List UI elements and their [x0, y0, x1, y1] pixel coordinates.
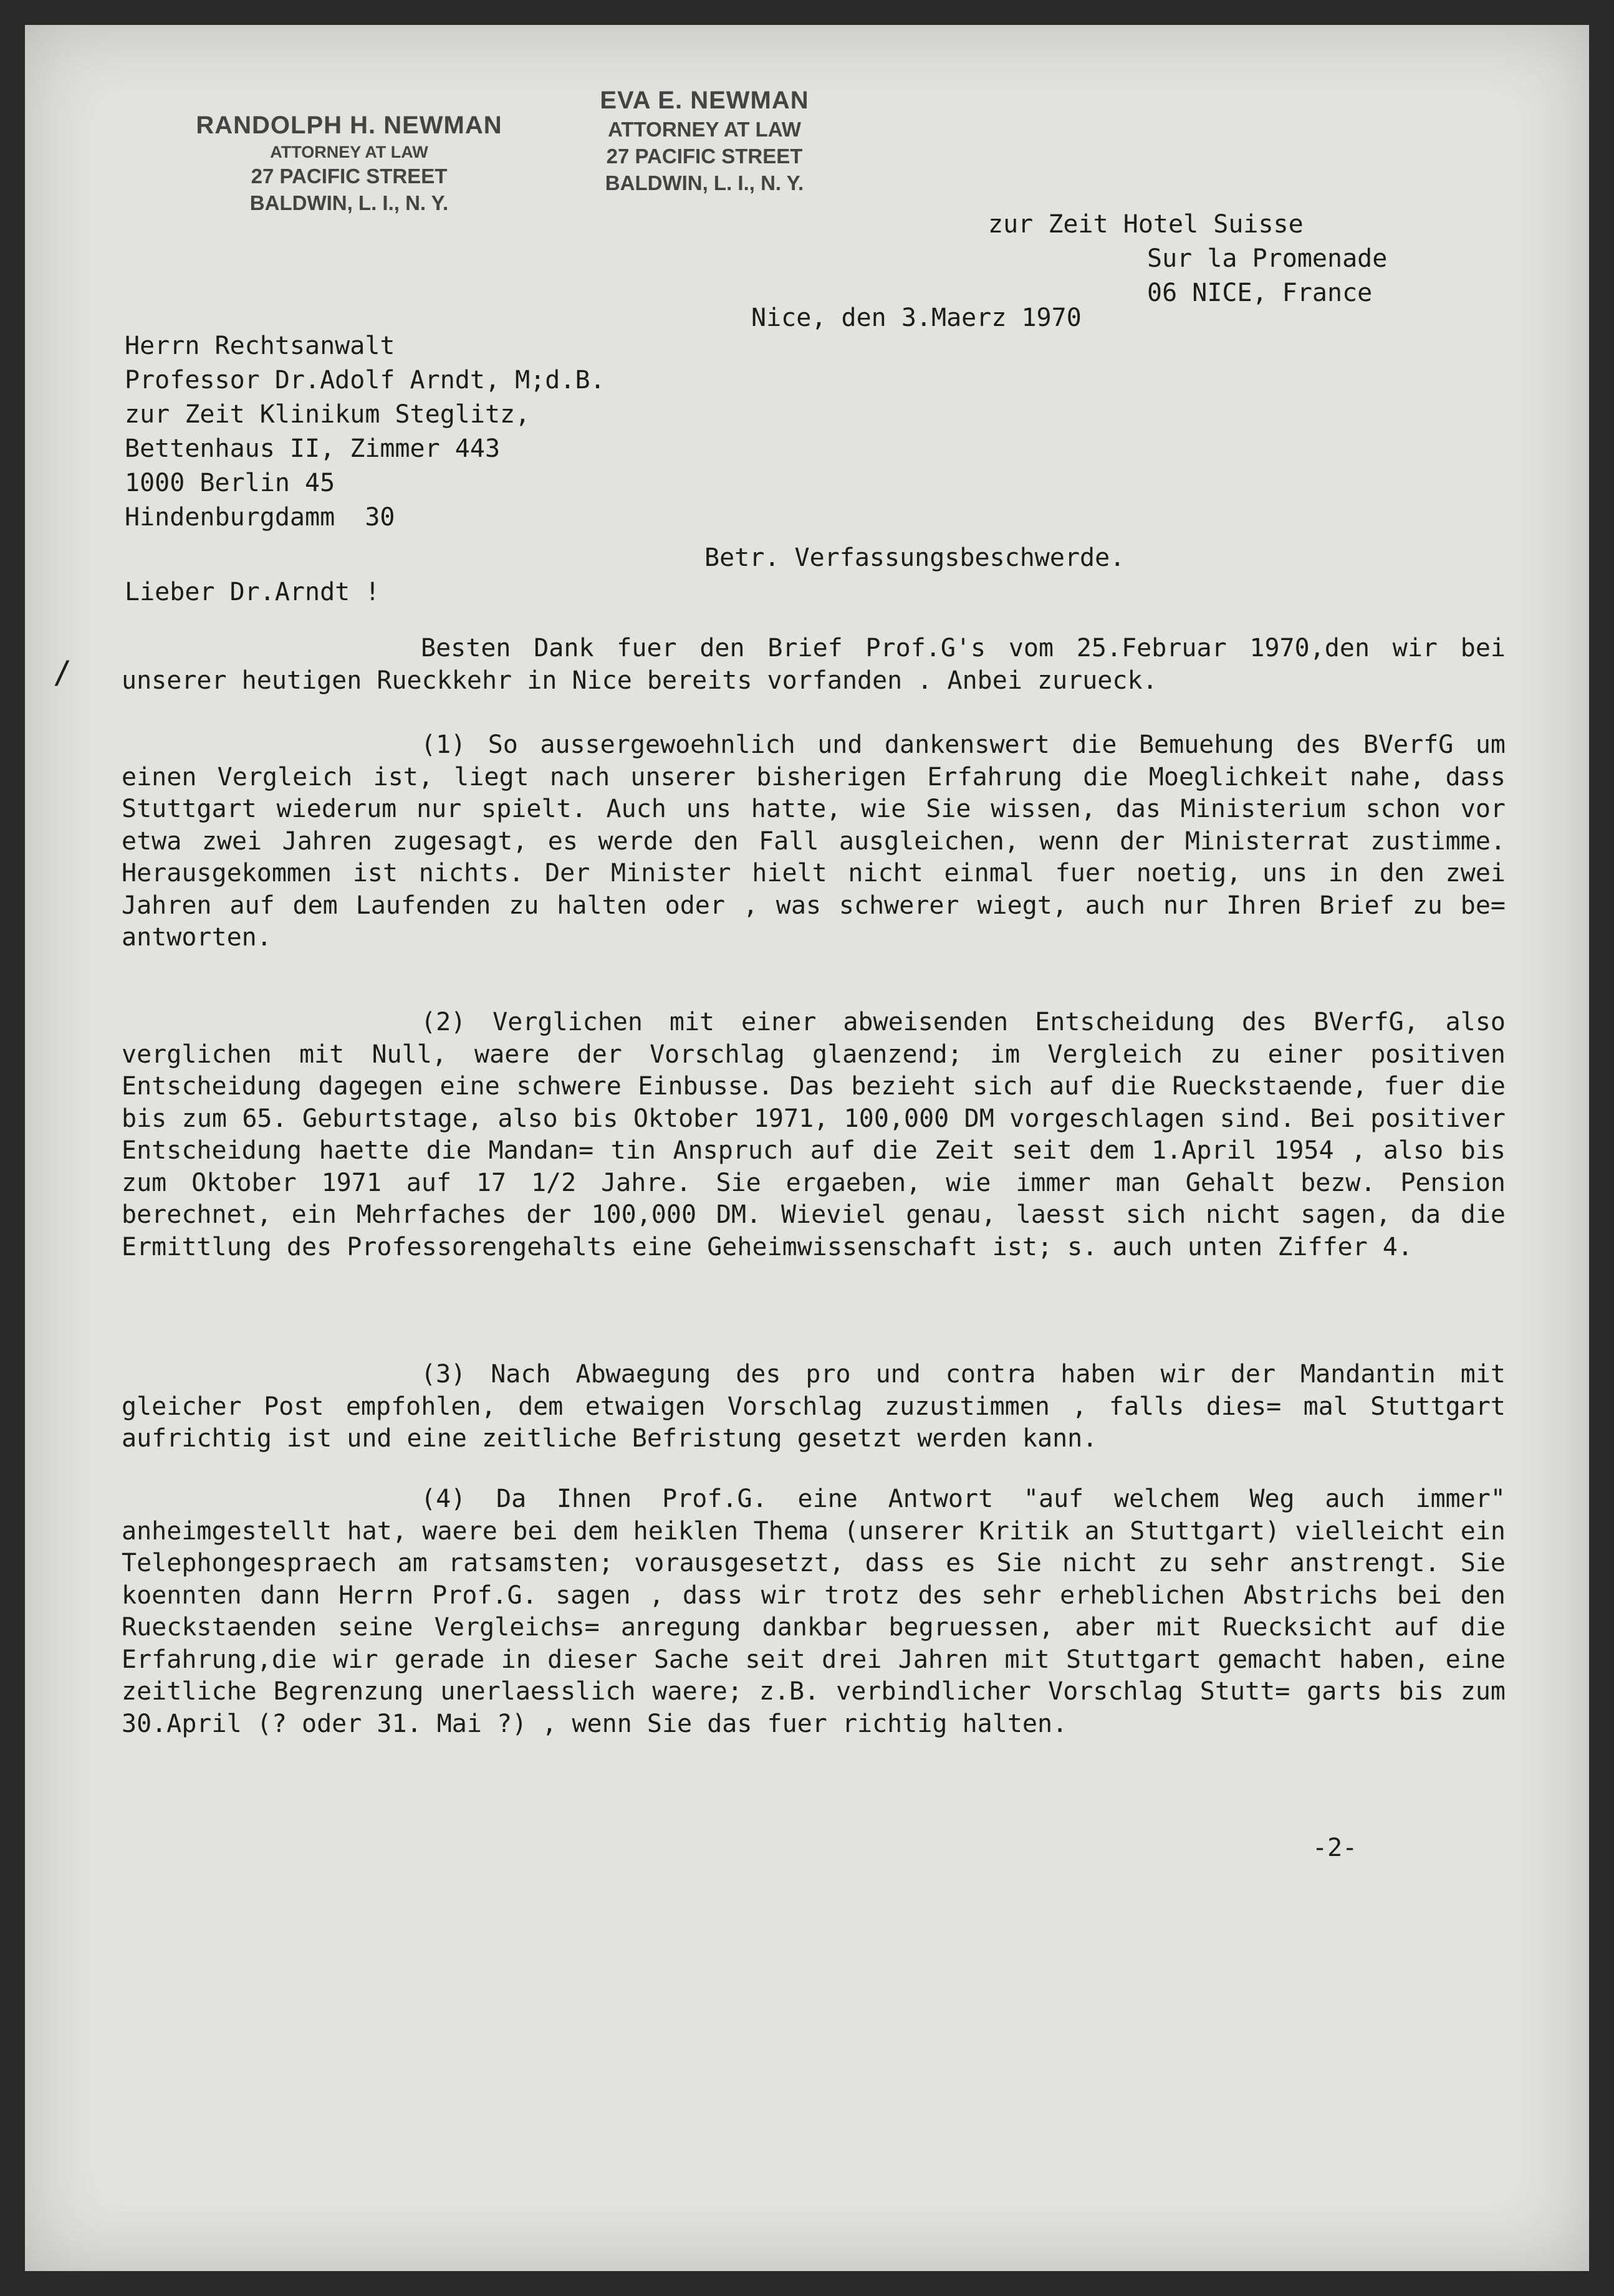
- paragraph-3-text: (3) Nach Abwaegung des pro und contra haben wir der Mandantin mit gleicher Post empfohlen, dem etwaigen Vorschlag zuzustimmen , falls dies= mal Stuttgart aufrichtig ist und eine zeitliche Befristung gesetzt werden kann.: [122, 1360, 1506, 1453]
- letterhead-left-street: 27 PACIFIC STREET: [251, 165, 448, 188]
- recipient-line5: 1000 Berlin 45: [125, 469, 335, 497]
- letter-date: Nice, den 3.Maerz 1970: [751, 304, 1082, 332]
- letterhead-left-title: ATTORNEY AT LAW: [270, 143, 428, 161]
- paragraph-4-text: (4) Da Ihnen Prof.G. eine Antwort "auf welchem Weg auch immer" anheimgestellt hat, waere bei dem heiklen Thema (unserer Kritik an Stuttgart) vielleicht ein Telephongespraech am ratsamsten; vorausgesetzt, dass es Sie nicht zu sehr anstrengt. Sie koennten dann Herrn Prof.G. sagen , dass wir trotz des sehr erheblichen Abstrichs bei den Rueckstaenden seine Vergleichs= anregung dankbar begruessen, aber mit Ruecksicht auf die Erfahrung,die wir gerade in dieser Sache seit drei Jahren mit Stuttgart gemacht haben, eine zeitliche Begrenzung unerlaesslich waere; z.B. verbindlicher Vorschlag Stutt= garts bis zum 30.April (? oder 31. Mai ?) , wenn Sie das fuer richtig halten.: [122, 1485, 1506, 1738]
- recipient-line4: Bettenhaus II, Zimmer 443: [125, 434, 501, 463]
- paragraph-4: [122, 1483, 1506, 1740]
- margin-mark: /: [53, 654, 72, 691]
- sender-address-line2: Sur la Promenade: [1147, 244, 1388, 273]
- paragraph-2-text: (2) Verglichen mit einer abweisenden Entscheidung des BVerfG, also verglichen mit Null, waere der Vorschlag glaenzend; im Vergleich zu einer positiven Entscheidung dagegen eine schwere Einbusse. Das bezieht sich auf die Rueckstaende, fuer die bis zum 65. Geburtstage, also bis Oktober 1971, 100,000 DM vorgeschlagen sind. Bei positiver Entscheidung haette die Mandan= tin Anspruch auf die Zeit seit dem 1.April 1954 , also bis zum Oktober 1971 auf 17 1/2 Jahre. Sie ergaeben, wie immer man Gehalt bezw. Pension berechnet, ein Mehrfaches der 100,000 DM. Wieviel genau, laesst sich nicht sagen, da die Ermittlung des Professorengehalts eine Geheimwissenschaft ist; s. auch unten Ziffer 4.: [122, 1008, 1506, 1261]
- letterhead-randolph-newman: [175, 109, 524, 217]
- page-number: -2-: [1312, 1834, 1358, 1862]
- recipient-line2: Professor Dr.Adolf Arndt, M;d.B.: [125, 366, 605, 395]
- letterhead-right-city: BALDWIN, L. I., N. Y.: [605, 171, 804, 194]
- recipient-line6: Hindenburgdamm 30: [125, 503, 395, 532]
- paragraph-intro: [122, 633, 1506, 697]
- paragraph-3: [122, 1359, 1506, 1455]
- letter-page: [25, 25, 1589, 2271]
- paragraph-1: [122, 729, 1506, 954]
- recipient-line1: Herrn Rechtsanwalt: [125, 332, 395, 360]
- paragraph-1-text: (1) So aussergewoehnlich und dankenswert die Bemuehung des BVerfG um einen Vergleich ist, liegt nach unserer bisherigen Erfahrung die Moeglichkeit nahe, dass Stuttgart wiederum nur spielt. Auch uns hatte, wie Sie wissen, das Ministerium schon vor etwa zwei Jahren zugesagt, es werde den Fall ausgleichen, wenn der Ministerrat zustimme. Herausgekommen ist nichts. Der Minister hielt nicht einmal fuer noetig, uns in den zwei Jahren auf dem Laufenden zu halten oder , was schwerer wiegt, auch nur Ihren Brief zu be= antworten.: [122, 730, 1506, 952]
- salutation: Lieber Dr.Arndt !: [125, 578, 380, 606]
- recipient-line3: zur Zeit Klinikum Steglitz,: [125, 400, 531, 429]
- sender-address-line3: 06 NICE, France: [1147, 279, 1373, 307]
- letterhead-left-name: RANDOLPH H. NEWMAN: [196, 112, 502, 139]
- letterhead-right-title: ATTORNEY AT LAW: [608, 118, 801, 141]
- paragraph-intro-text: Besten Dank fuer den Brief Prof.G's vom 25.Februar 1970,den wir bei unserer heutigen Rueckkehr in Nice bereits vorfanden . Anbei zurueck.: [122, 634, 1506, 695]
- subject-line: Betr. Verfassungsbeschwerde.: [704, 543, 1125, 572]
- letterhead-eva-newman: [536, 84, 873, 197]
- letterhead-left-city: BALDWIN, L. I., N. Y.: [249, 191, 449, 214]
- paragraph-2: [122, 1007, 1506, 1263]
- letterhead-right-street: 27 PACIFIC STREET: [606, 144, 803, 168]
- letterhead-right-name: EVA E. NEWMAN: [600, 87, 809, 114]
- sender-address-line1: zur Zeit Hotel Suisse: [988, 210, 1304, 239]
